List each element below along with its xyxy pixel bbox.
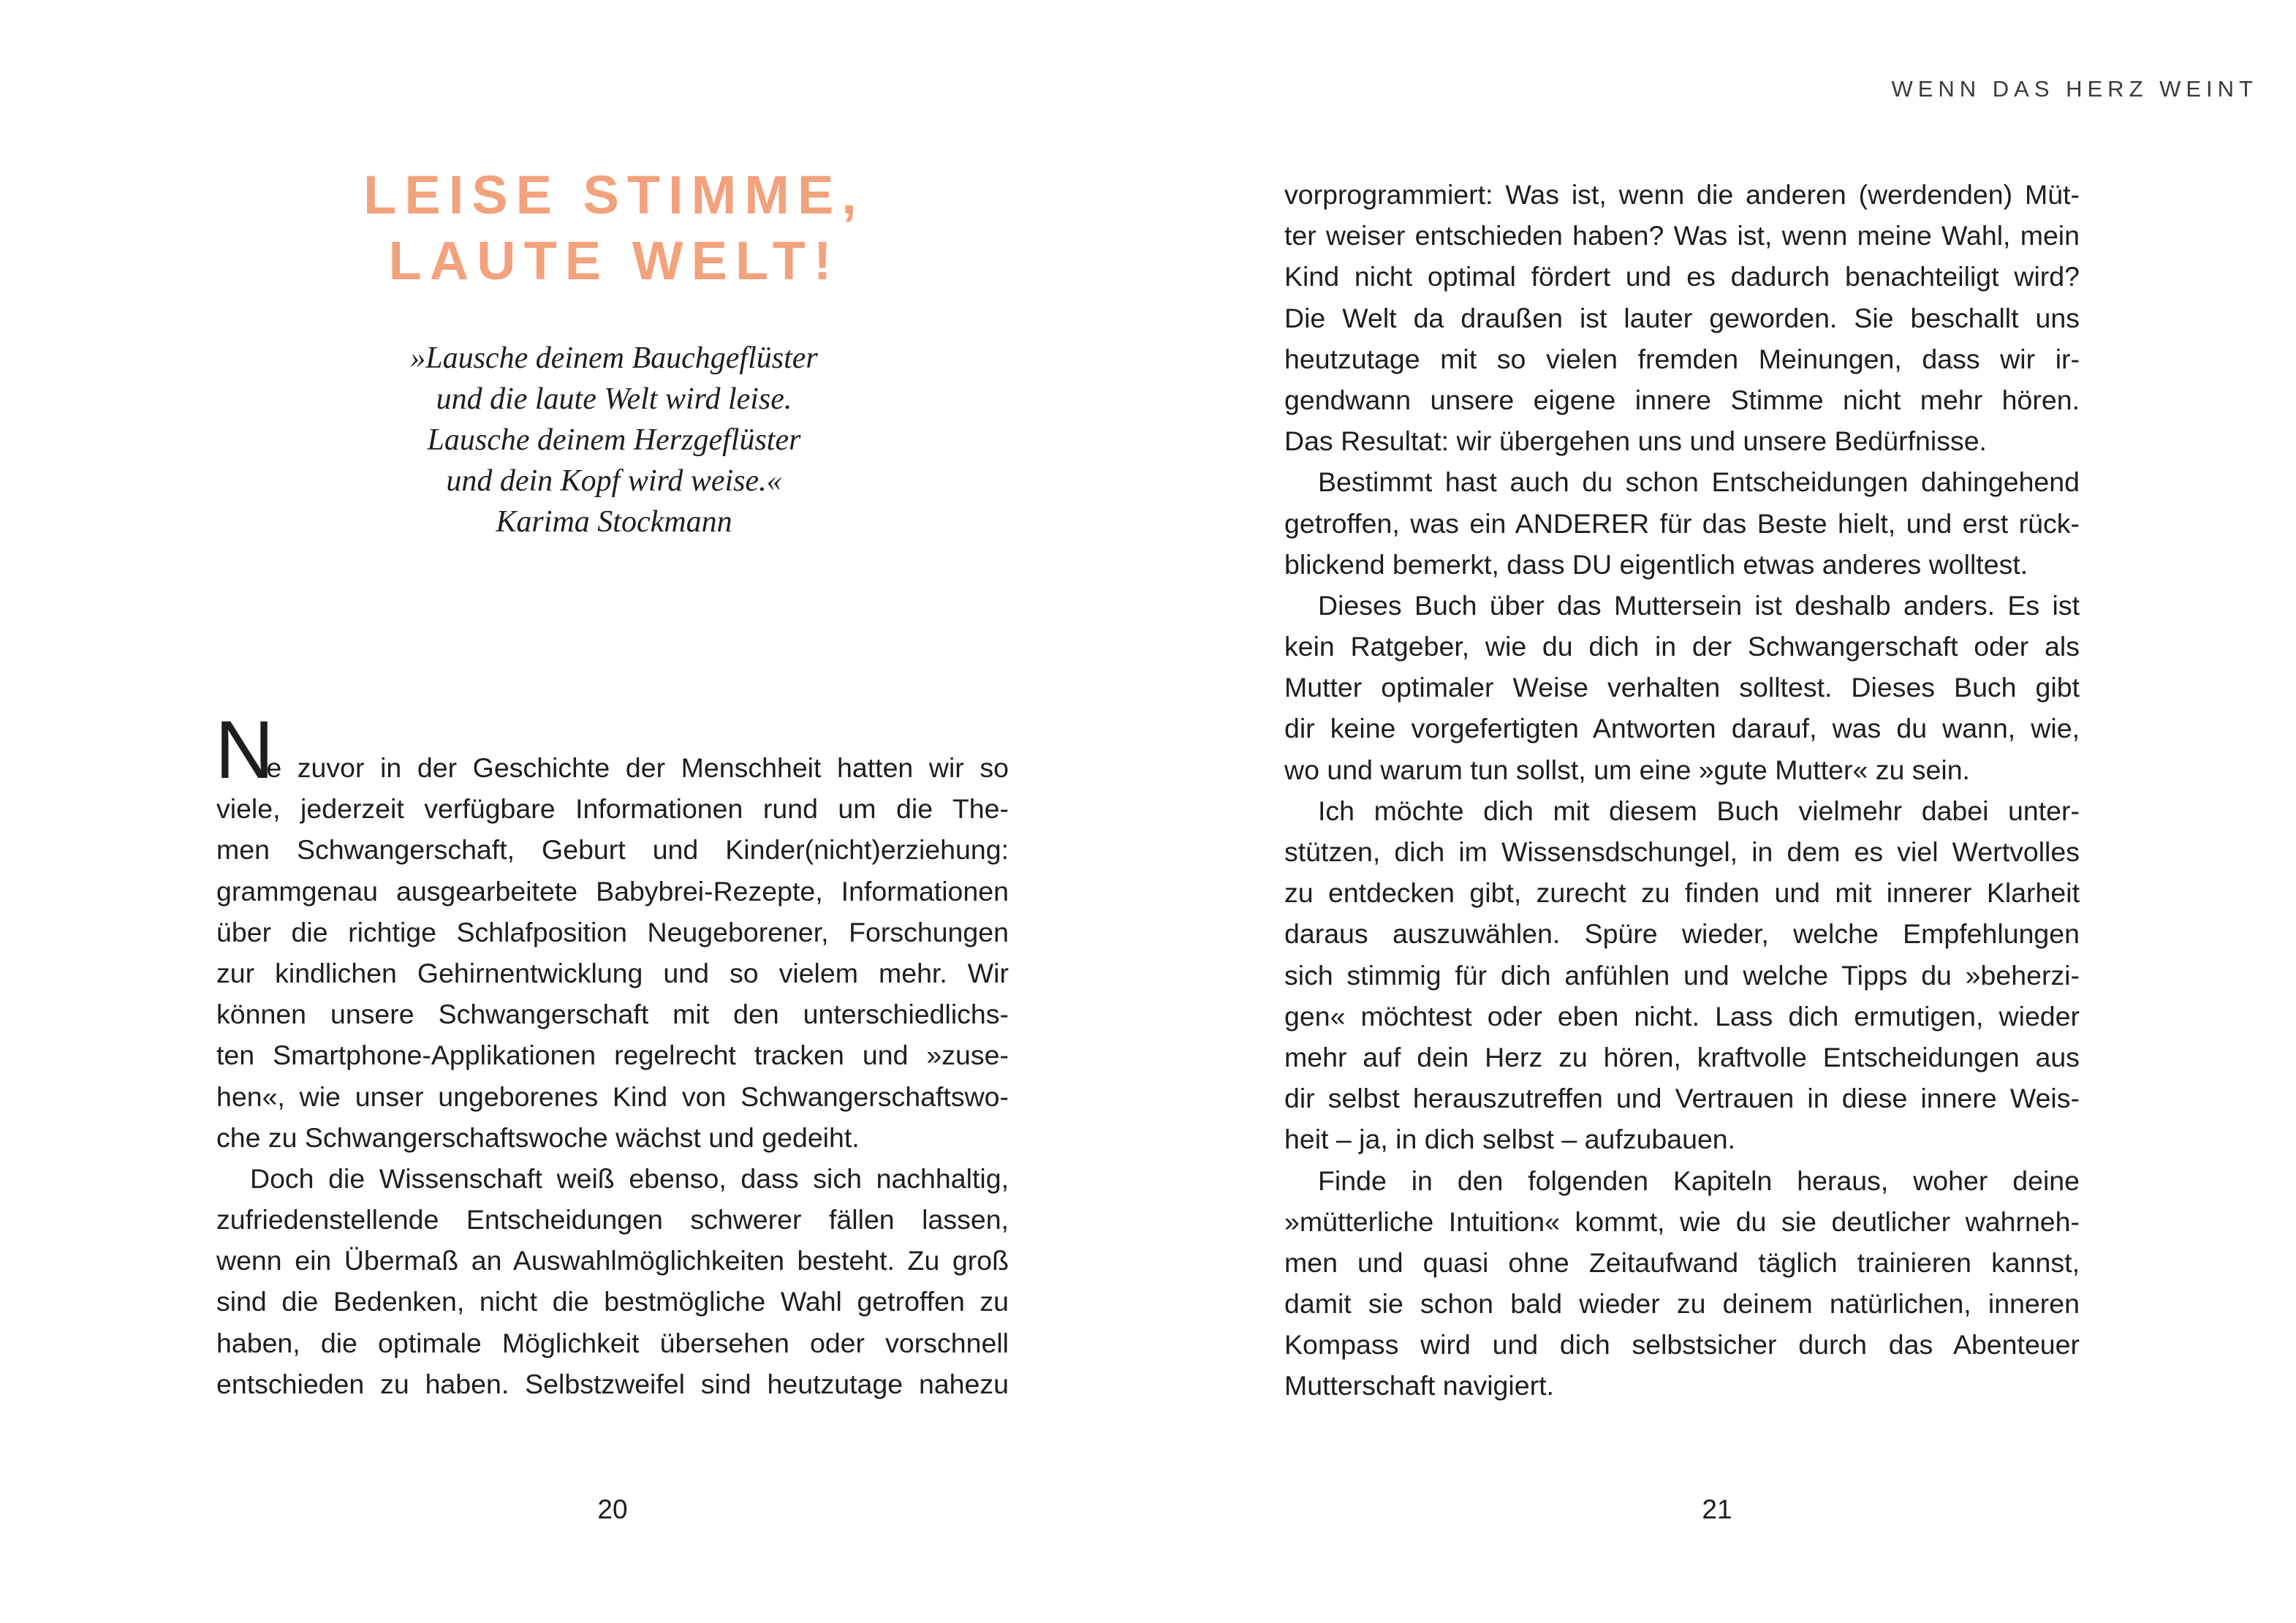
epigraph-line: und die laute Welt wird leise. [436,382,792,416]
body-line: ten Smartphone-Applikationen regelrecht tracken und »zuse- [216,1040,1009,1071]
body-line: ter weiser entschieden haben? Was ist, wenn meine Wahl, mein [1284,220,2080,251]
epigraph-line: Lausche deinem Herzgeflüster [427,423,801,457]
right-page [1148,0,2296,1623]
body-line: haben, die optimale Möglichkeit übersehen oder vorschnell [216,1327,1009,1358]
body-line: Mutterschaft navigiert. [1284,1370,1554,1401]
body-line: stützen, dich im Wissensdschungel, in dem es viel Wertvolles [1284,836,2080,867]
body-line: Das Resultat: wir übergehen uns und unsere Bedürfnisse. [1284,425,1987,457]
body-line: Finde in den folgenden Kapiteln heraus, woher deine [1318,1165,2080,1196]
body-line: »mütterliche Intuition« kommt, wie du sie deutlicher wahrneh- [1284,1206,2080,1237]
body-line: sich stimmig für dich anfühlen und welche Tipps du »beherzi- [1284,959,2080,991]
body-line: wenn ein Übermaß an Auswahlmöglichkeiten besteht. Zu groß [216,1245,1009,1276]
body-line: gen« möchtest oder eben nicht. Lass dich ermutigen, wieder [1284,1000,2080,1032]
body-line: Doch die Wissenschaft weiß ebenso, dass sich nachhaltig, [250,1162,1009,1194]
body-line: mehr auf dein Herz zu hören, kraftvolle Entscheidungen aus [1284,1041,2080,1072]
epigraph-line: und dein Kopf wird weise.« [446,464,782,498]
epigraph-author: Karima Stockmann [496,505,732,539]
page-number: 21 [1702,1494,1732,1524]
body-line: hen«, wie unser ungeborenes Kind von Schwangerschaftswo- [216,1081,1009,1112]
body-line: Ich möchte dich mit diesem Buch vielmehr dabei unter- [1318,795,2080,826]
body-line: heutzutage mit so vielen fremden Meinungen, dass wir ir- [1284,343,2080,374]
left-body-text [215,704,1009,1404]
body-line: entschieden zu haben. Selbstzweifel sind heutzutage nahezu [216,1368,1009,1399]
body-line: getroffen, was ein ANDERER für das Beste hielt, und erst rück- [1284,507,2080,539]
body-line: dir keine vorgefertigten Antworten darauf, was du wann, wie, [1284,713,2080,744]
body-line: Mutter optimaler Weise verhalten solltest. Dieses Buch gibt [1284,672,2080,703]
body-line: heit – ja, in dich selbst – aufzubauen. [1284,1124,1736,1155]
body-line: dir selbst herauszutreffen und Vertrauen in diese innere Weis- [1284,1083,2080,1114]
body-line: gendwann unsere eigene innere Stimme nicht mehr hören. [1284,384,2080,415]
body-line: grammgenau ausgearbeitete Babybrei-Rezepte, Informationen [216,875,1009,907]
drop-cap: N [215,704,274,795]
body-line: blickend bemerkt, dass DU eigentlich etwas anderes wolltest. [1284,548,2028,580]
epigraph [219,338,1009,542]
body-line: Dieses Buch über das Muttersein ist deshalb anders. Es ist [1318,589,2080,621]
body-line: über die richtige Schlafposition Neugeborener, Forschungen [216,916,1009,947]
body-line: Kompass wird und dich selbstsicher durch das Abenteuer [1284,1329,2080,1361]
body-line: zur kindlichen Gehirnentwicklung und so vielem mehr. Wir [216,957,1009,988]
body-line: zu entdecken gibt, zurecht zu finden und mit innerer Klarheit [1284,877,2080,909]
body-line: Die Welt da draußen ist lauter geworden. Sie beschallt uns [1284,302,2080,333]
body-line: che zu Schwangerschaftswoche wächst und gedeiht. [216,1121,860,1153]
body-line: men und quasi ohne Zeitaufwand täglich trainieren kannst, [1284,1246,2080,1278]
body-line: kein Ratgeber, wie du dich in der Schwangerschaft oder als [1284,631,2080,662]
chapter-title-line: LAUTE WELT! [388,230,840,291]
body-line-text: ie zuvor in der Geschichte der Menschheit hatten wir so [260,752,1009,783]
body-line: damit sie schon bald wieder zu deinem natürlichen, inneren [1284,1288,2080,1320]
body-line: zufriedenstellende Entscheidungen schwerer fällen lassen, [216,1204,1009,1236]
body-line: men Schwangerschaft, Geburt und Kinder(nicht)erziehung: [216,834,1009,866]
right-body-text [1284,174,2080,1407]
body-line: Bestimmt hast auch du schon Entscheidungen dahingehend [1318,466,2080,498]
body-line: können unsere Schwangerschaft mit den unterschiedlichs- [216,999,1009,1030]
body-line: daraus auszuwählen. Spüre wieder, welche Empfehlungen [1284,918,2080,950]
body-line: wo und warum tun sollst, um eine »gute Mutter« zu sein. [1284,754,1970,785]
body-line: Kind nicht optimal fördert und es dadurch benachteiligt wird? [1284,261,2080,292]
body-line: sind die Bedenken, nicht die bestmögliche Wahl getroffen zu [216,1286,1009,1317]
epigraph-line: »Lausche deinem Bauchgeflüster [410,341,818,375]
body-line: vorprogrammiert: Was ist, wenn die anderen (werdenden) Müt- [1284,179,2080,210]
body-line [215,704,1009,795]
chapter-title [219,162,1009,294]
page-number: 20 [597,1494,628,1524]
chapter-title-line: LEISE STIMME, [363,164,865,225]
body-line: viele, jederzeit verfügbare Informationen rund um die The- [216,793,1009,825]
running-head: WENN DAS HERZ WEINT [1891,76,2258,102]
